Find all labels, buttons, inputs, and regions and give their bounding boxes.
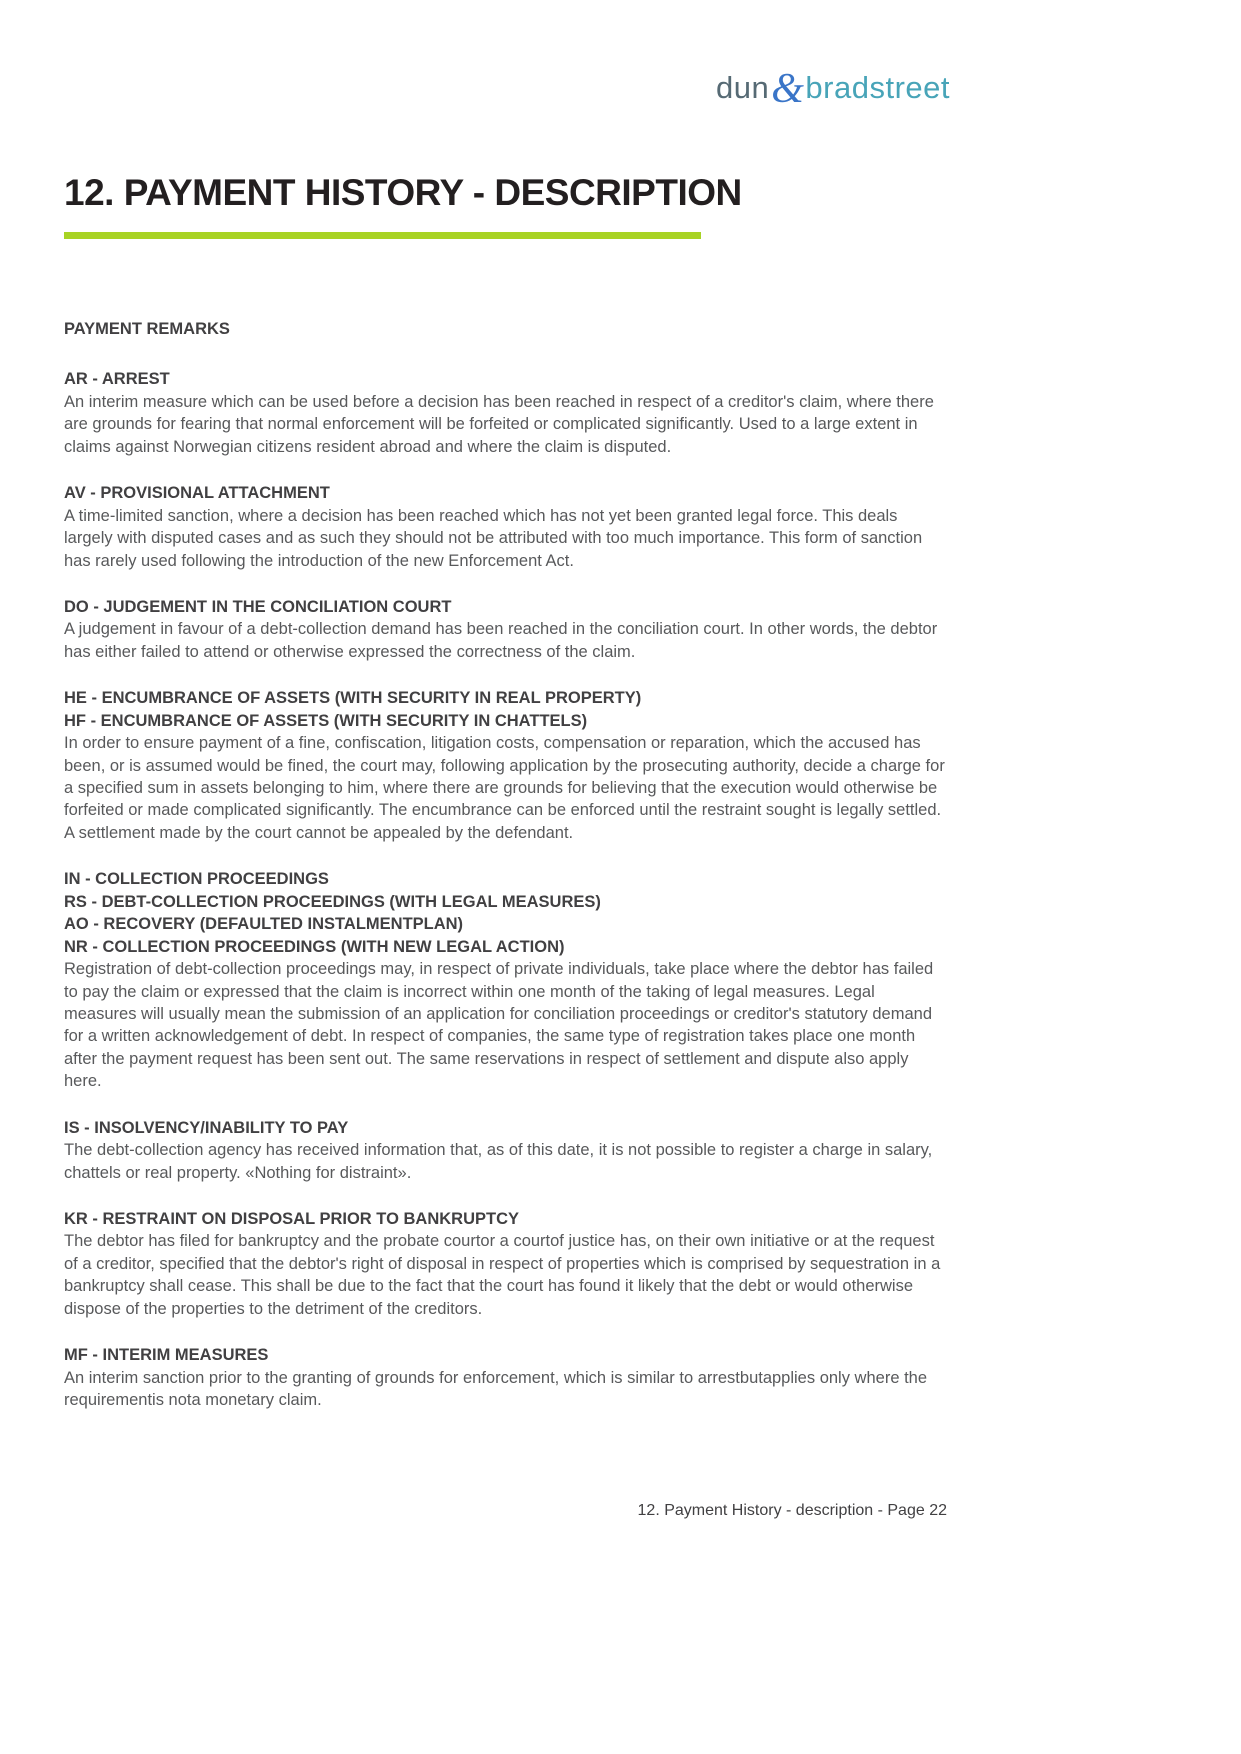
title-accent-rule: [64, 232, 701, 239]
page-footer: 12. Payment History - description - Page 22: [637, 1502, 947, 1519]
section-heading: IN - COLLECTION PROCEEDINGS: [64, 870, 329, 889]
section-body: An interim measure which can be used before a decision has been reached in respect of a creditor's claim, where there are grounds for fearing that normal enforcement will be forfeited or complicated significantly. Used to a large extent in claims against Norwegian citizens resident abroad and where the claim is disputed.: [64, 392, 934, 456]
section-is-insolvency: [64, 1117, 947, 1184]
section-body: An interim sanction prior to the granting of grounds for enforcement, which is similar to arrestbutapplies only where the requirementis nota monetary claim.: [64, 1368, 928, 1410]
section-body: The debtor has filed for bankruptcy and the probate courtor a courtof justice has, on their own initiative or at the request of a creditor, specified that the debtor's right of disposal in respect of properties which is comprised by sequestration in a bankruptcy shall cease. This shall be due to the fact that the court has found it likely that the debt or would otherwise dispose of the properties to the detriment of the creditors.: [64, 1232, 941, 1318]
dun-bradstreet-logo: [716, 68, 950, 110]
section-body: In order to ensure payment of a fine, confiscation, litigation costs, compensation or reparation, which the accused has been, or is assumed would be fined, the court may, following application by the prosecuting authority, decide a charge for a specified sum in assets belonging to him, where there are grounds for believing that the execution would otherwise be forfeited or made complicated significantly. The encumbrance can be enforced until the restraint sought is legally settled. A settlement made by the court cannot be appealed by the defendant.: [64, 734, 945, 842]
section-body: A judgement in favour of a debt-collection demand has been reached in the conciliation court. In other words, the debtor has either failed to attend or otherwise expressed the correctness of the claim.: [64, 620, 938, 661]
section-heading: MF - INTERIM MEASURES: [64, 1346, 269, 1365]
logo-text-bradstreet: bradstreet: [805, 70, 950, 105]
logo-ampersand-icon: &: [771, 66, 805, 112]
section-mf-interim-measures: [64, 1344, 947, 1411]
section-kr-restraint-on-disposal: [64, 1208, 947, 1320]
section-heading: AR - ARREST: [64, 370, 170, 389]
page-title: 12. PAYMENT HISTORY - DESCRIPTION: [64, 172, 742, 213]
section-heading: IS - INSOLVENCY/INABILITY TO PAY: [64, 1118, 349, 1137]
section-heading: AV - PROVISIONAL ATTACHMENT: [64, 484, 330, 503]
section-heading: HF - ENCUMBRANCE OF ASSETS (WITH SECURITY IN CHATTELS): [64, 711, 588, 730]
section-heading: KR - RESTRAINT ON DISPOSAL PRIOR TO BANKRUPTCY: [64, 1210, 519, 1228]
section-heading: DO - JUDGEMENT IN THE CONCILIATION COURT: [64, 597, 452, 616]
payment-remarks-heading: PAYMENT REMARKS: [64, 320, 230, 338]
section-heading: RS - DEBT-COLLECTION PROCEEDINGS (WITH LEGAL MEASURES): [64, 892, 601, 911]
section-av-provisional-attachment: [64, 482, 947, 572]
section-heading: AO - RECOVERY (DEFAULTED INSTALMENTPLAN): [64, 915, 464, 934]
section-heading: NR - COLLECTION PROCEEDINGS (WITH NEW LEGAL ACTION): [64, 937, 565, 956]
section-do-judgement-conciliation-court: [64, 596, 947, 663]
section-he-hf-encumbrance-of-assets: [64, 687, 947, 844]
section-body: Registration of debt-collection proceedings may, in respect of private individuals, take place where the debtor has failed to pay the claim or expressed that the claim is incorrect within one month of the taking of legal measures. Legal measures will usually mean the submission of an application for conciliation proceedings or creditor's statutory demand for a written acknowledgement of debt. In respect of companies, the same type of registration takes place one month after the payment request has been sent out. The same reservations in respect of settlement and dispute also apply here.: [64, 960, 934, 1091]
section-ar-arrest: [64, 368, 947, 458]
section-body: A time-limited sanction, where a decision has been reached which has not yet been granted legal force. This deals largely with disputed cases and as such they should not be attributed with too much importance. This form of sanction has rarely used following the introduction of the new Enforcement Act.: [64, 506, 923, 570]
logo-text-dun: dun: [716, 70, 770, 105]
section-heading: HE - ENCUMBRANCE OF ASSETS (WITH SECURITY IN REAL PROPERTY): [64, 689, 642, 708]
content-area: [64, 318, 947, 1436]
section-in-rs-ao-nr-collection-proceedings: [64, 868, 947, 1092]
section-body: The debt-collection agency has received information that, as of this date, it is not possible to register a charge in salary, chattels or real property. «Nothing for distraint».: [64, 1141, 933, 1182]
